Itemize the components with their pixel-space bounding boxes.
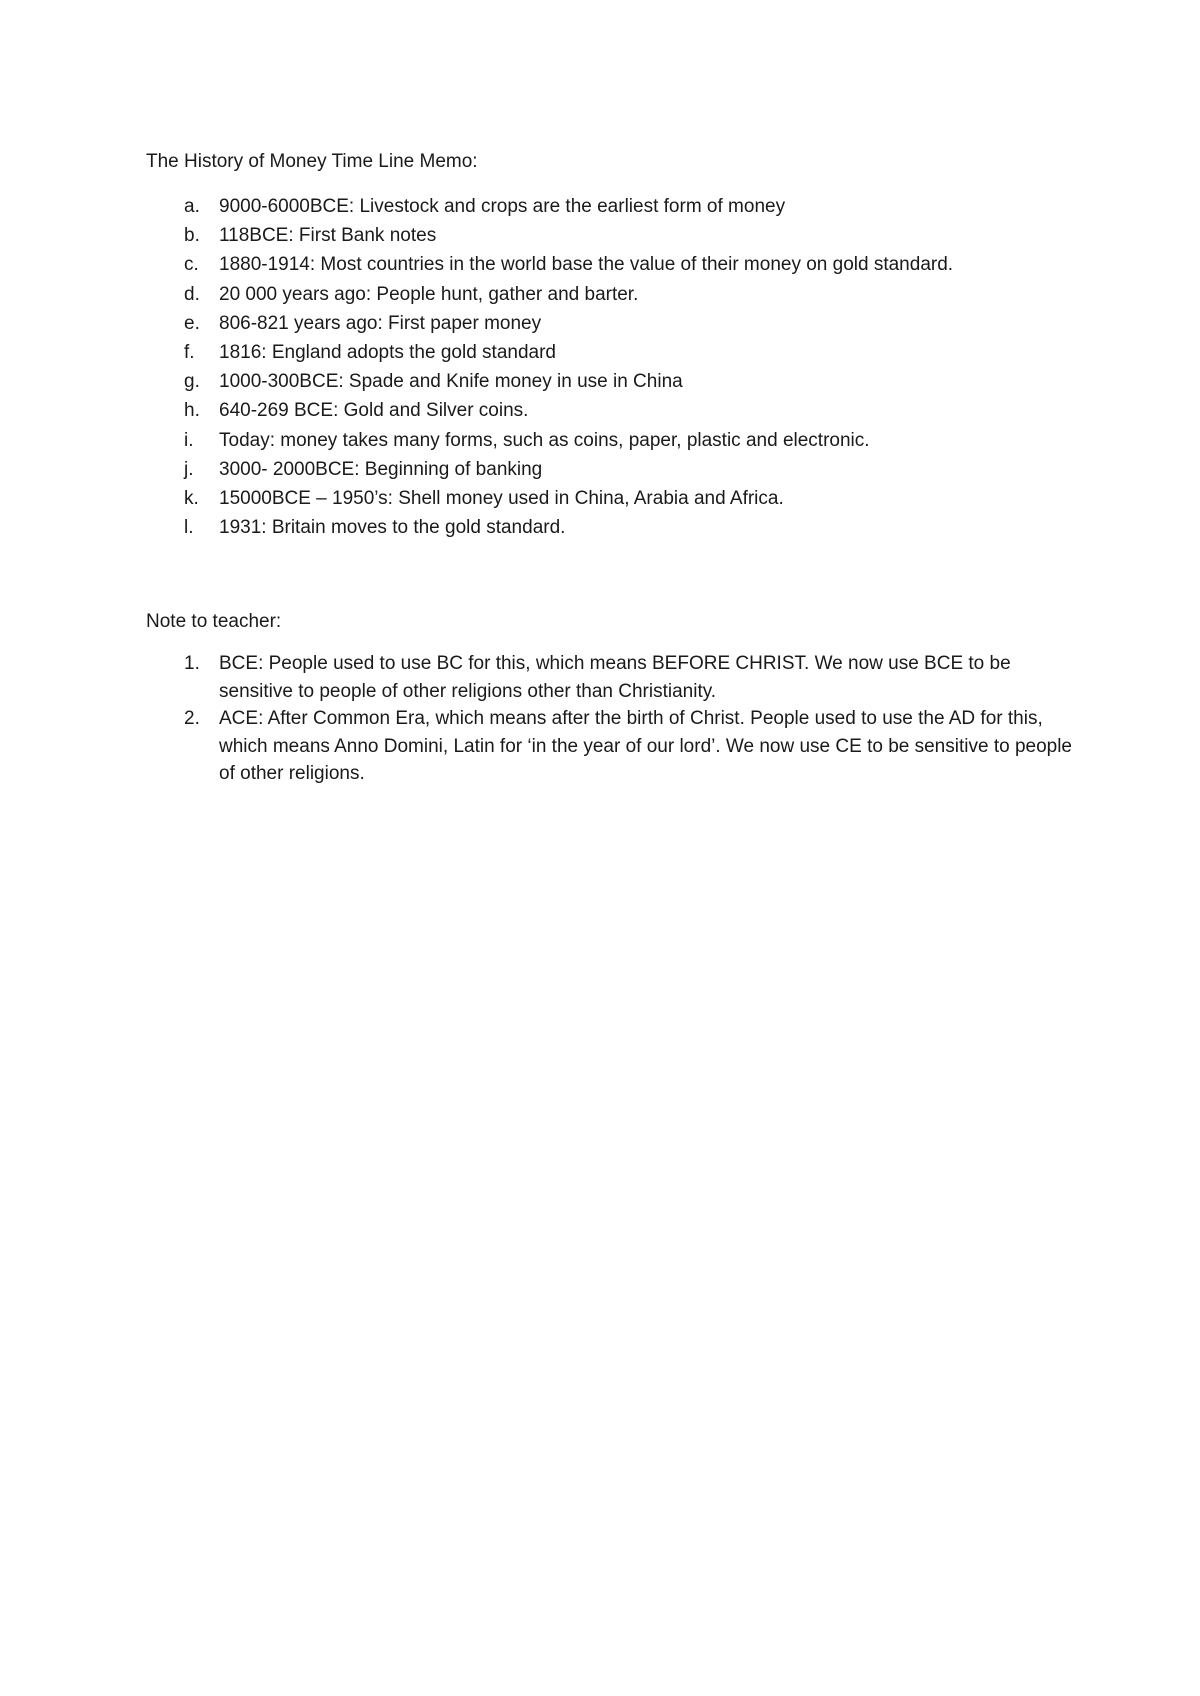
list-item-text: 640-269 BCE: Gold and Silver coins. — [219, 400, 529, 422]
list-marker: j. — [184, 458, 194, 480]
note-title: Note to teacher: — [146, 611, 282, 632]
list-item-text: 3000- 2000BCE: Beginning of banking — [219, 458, 543, 480]
list-marker: b. — [184, 225, 200, 247]
note-item-text: ACE: After Common Era, which means after the birth of Christ. People used to use the AD for this, which means Anno Domini, Latin for ‘in the year of our lord’. We now use CE to be sensitive to people of other religions. — [219, 708, 1072, 784]
list-item-text: 806-821 years ago: First paper money — [219, 312, 542, 334]
note-item — [146, 705, 1076, 788]
list-marker: h. — [184, 400, 200, 422]
note-marker: 2. — [184, 708, 200, 729]
list-marker: e. — [184, 312, 200, 334]
list-item-text: 15000BCE – 1950’s: Shell money used in China, Arabia and Africa. — [219, 487, 784, 509]
list-marker: g. — [184, 371, 200, 393]
note-marker: 1. — [184, 653, 200, 674]
list-item-text: 1880-1914: Most countries in the world base the value of their money on gold standard. — [219, 254, 954, 276]
list-item-text: 20 000 years ago: People hunt, gather and barter. — [219, 283, 639, 305]
list-marker: d. — [184, 283, 200, 305]
note-item — [146, 650, 1076, 705]
list-item-text: 1931: Britain moves to the gold standard. — [219, 517, 566, 539]
note-item-text: BCE: People used to use BC for this, which means BEFORE CHRIST. We now use BCE to be sensitive to people of other religions other than Christianity. — [219, 653, 1011, 702]
list-item-text: 1816: England adopts the gold standard — [219, 341, 556, 363]
list-marker: i. — [184, 429, 194, 451]
list-marker: l. — [184, 517, 194, 539]
list-item-text: Today: money takes many forms, such as coins, paper, plastic and electronic. — [219, 429, 870, 451]
list-item-text: 118BCE: First Bank notes — [219, 225, 437, 247]
list-marker: k. — [184, 487, 199, 509]
list-item-text: 1000-300BCE: Spade and Knife money in use in China — [219, 371, 683, 393]
list-marker: f. — [184, 341, 195, 363]
list-item-text: 9000-6000BCE: Livestock and crops are the earliest form of money — [219, 196, 786, 217]
memo-title: The History of Money Time Line Memo: — [146, 151, 478, 172]
list-marker: c. — [184, 254, 199, 276]
notes-list — [146, 650, 1076, 788]
list-marker: a. — [184, 196, 200, 217]
